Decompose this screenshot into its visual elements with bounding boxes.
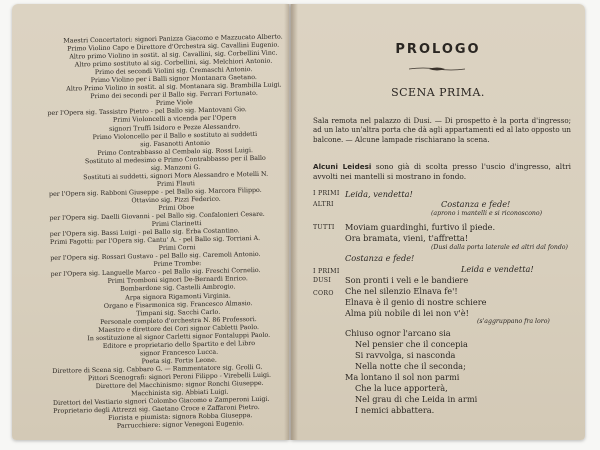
verse-line: Costanza e fede! xyxy=(441,199,511,209)
credit-line: per l'Opera sig. Languelle Marco - pel Ballo sig. Freschi Cornelio. xyxy=(50,267,261,279)
credit-line: Primo Contrabbasso al Cembalo sig. Rossi Luigi. xyxy=(97,146,254,157)
credit-line: Bombardone sig. Castelli Ambrogio. xyxy=(120,283,236,294)
credit-line: Primi Oboe xyxy=(158,204,195,212)
credit-line: Organo e Fisarmonica sig. Francesco Almasio. xyxy=(103,299,253,310)
verse-line: Leida, vendetta! xyxy=(345,189,413,199)
verse-line: Che la luce apporterà, xyxy=(355,383,448,393)
credit-line: Primo dei secondi Violini sig. Cremaschi Antonio. xyxy=(94,66,253,77)
credit-line: Editore e proprietario dello Spartito e del Libro xyxy=(102,339,256,350)
credit-line: Primi Violoncelli a vicenda per l'Opera xyxy=(112,114,237,125)
scene-description: Sala remota nel palazzo di Dusi. — Di prospetto è la porta d'ingresso; ad un lato un'altra porta che dà agli appartamenti ed al lato opposto un balcone. — Alcune lampade rischiarano la scena. xyxy=(313,116,572,144)
credit-line: signori Truffi Isidoro e Pezze Alessandro. xyxy=(109,122,241,133)
credit-line: per l'Opera sig. Bassi Luigi - pel Ballo sig. Erba Costantino. xyxy=(49,227,240,239)
verse-line: Costanza e fede! xyxy=(345,253,415,263)
credit-line: Primo Violino Capo e Direttore d'Orchestra sig. Cavallini Eugenio. xyxy=(67,41,280,53)
credit-line: Personale completo d'orchestra N. 86 Professori. xyxy=(100,315,257,326)
verse-line: Nel pensier che il concepia xyxy=(355,339,468,349)
credit-line: Timpani sig. Sacchi Carlo. xyxy=(136,308,221,317)
speaker-dusi: DUSI xyxy=(313,277,332,284)
verse-line: Nella notte che il seconda; xyxy=(355,361,466,371)
credit-line: Direttore di Scena sig. Cabbaro G. — Rammentatore sig. Grolli G. xyxy=(52,363,263,375)
orchestra-credits-list xyxy=(46,33,289,432)
verse-block xyxy=(291,190,585,420)
credit-line: Direttore del Macchinismo: signor Ronchi Giuseppe. xyxy=(95,379,264,391)
verse-line: Alma più nobile di lei non v'è! xyxy=(345,308,469,318)
credit-line: Altro primo Violino in sostit. al sig. Cavallini, sig. Corbellini Vinc. xyxy=(69,49,278,61)
speaker-altri: ALTRI xyxy=(313,201,334,208)
credit-line: Macchinista sig. Abbiati Luigi. xyxy=(131,388,229,398)
credit-line: Maestro e direttore dei Cori signor Cabletti Paolo. xyxy=(98,323,260,334)
credit-line: Sostituti ai suddetti, signori Mora Alessandro e Motelli N. xyxy=(83,170,269,182)
verse-line: Ora bramata, vieni, t'affretta! xyxy=(345,233,469,243)
verse-line: Chiuso ognor l'arcano sia xyxy=(345,328,451,338)
verse-line: Nel grau di che Leida in armi xyxy=(355,394,478,404)
open-libretto xyxy=(12,4,588,444)
ornament-divider-icon xyxy=(409,66,465,72)
credit-line: Maestri Concertatori: signori Panizza Giacomo e Mazzucato Alberto. xyxy=(63,33,283,45)
credit-line: per l'Opera sig. Tassistro Pietro - pel Ballo sig. Mantovani Gio. xyxy=(47,106,247,118)
credit-line: sig. Fasanotti Antonio xyxy=(140,139,210,148)
credit-line: Altro primo sostituto al sig. Corbellini, sig. Melchiori Antonio. xyxy=(74,57,273,69)
credit-line: Fiorista e piumista: signora Robba Giuseppa. xyxy=(108,412,253,423)
stage-direction-intro xyxy=(313,162,571,181)
speaker-tutti: TUTTI xyxy=(313,224,335,231)
credit-line: signor Francesco Lucca. xyxy=(139,348,219,358)
verse-line: Si ravvolga, si nasconda xyxy=(355,350,456,360)
credit-line: Proprietario degli Attrezzi sig. Gaetano Croce e Zaffaroni Pietro. xyxy=(53,404,260,416)
credit-line: Prime Viole xyxy=(155,99,193,108)
speaker-primi: I PRIMI xyxy=(313,190,340,197)
credit-line: per l'Opera sig. Daelli Giovanni - pel Ballo sig. Confalonieri Cesare. xyxy=(49,210,265,222)
credit-line: Poeta sig. Fortis Leone. xyxy=(141,356,217,366)
credit-line: Primo Violoncello per il Ballo e sostituto ai suddetti xyxy=(92,130,258,141)
verse-line: Che nel silenzio Elnava fe'! xyxy=(345,286,458,296)
credit-line: Primi Corni xyxy=(158,244,196,253)
credit-line: In sostituzione al signor Carletti signor Fontaluppi Paolo. xyxy=(87,331,271,342)
credit-line: Primi Tromboni signori De-Bernardi Enrico. xyxy=(107,275,248,286)
credit-line: Ottavino sig. Pizzi Federico. xyxy=(131,195,221,205)
speaker-coro: CORO xyxy=(313,290,334,297)
verse-line: Ma lontano il sol non parmi xyxy=(345,372,460,382)
credit-line: per l'Opera sig. Rabboni Giuseppe - pel Ballo sig. Marcora Filippo. xyxy=(48,186,262,198)
prologue-heading: PROLOGO xyxy=(395,42,481,57)
credit-line: Prime Trombe: xyxy=(153,260,202,269)
verse-line: Moviam guardinghi, furtivo il piede. xyxy=(345,222,496,232)
credit-line: Primo Violino per i Balli signor Montanara Gaetano. xyxy=(90,74,257,85)
verse-line: I nemici abbattera. xyxy=(355,405,435,415)
stage-direction: (Dusi dalla porta laterale ed altri dal fondo) xyxy=(431,244,568,251)
credit-line: Altro Primo Violino in sostit. al sig. Montanara sig. Brambilla Luigi. xyxy=(66,81,282,93)
stage-direction: (s'aggruppano fra loro) xyxy=(477,318,550,325)
credit-line: per l'Opera sig. Rossari Gustavo - pel Ballo sig. Caremoli Antonio. xyxy=(50,251,261,263)
credit-line: Sostituto al medesimo e Primo Contrabbasso per il Ballo xyxy=(84,154,266,165)
credit-line: Direttori del Vestiario signori Colombo Giacomo e Zamperoni Luigi. xyxy=(52,395,270,408)
left-page xyxy=(12,4,289,440)
verse-line: Elnava è il genio di nostre schiere xyxy=(345,297,487,307)
credit-line: Primi Fagotti: per l'Opera sig. Cantu' A. - pel Ballo sig. Torriani A. xyxy=(49,235,261,247)
credit-line: Primi Clarinetti xyxy=(151,220,202,229)
speaker-primi: I PRIMI xyxy=(313,268,340,275)
intro-rest: sono già di scolta presso l'uscio d'ingresso, altri avvolti nei mantelli si mostrano in fondo. xyxy=(313,162,571,181)
credit-line: Pittori Scenografi: signori Peroni Filippo - Virebelli Luigi. xyxy=(87,371,272,383)
credit-line: Arpa signora Rigamonti Virginia. xyxy=(125,292,231,302)
credit-line: Primo dei secondi per il Ballo sig. Ferrari Fortunato. xyxy=(90,90,258,101)
verse-line: Son pronti i veli e le bandiere xyxy=(345,275,469,285)
scene-title: SCENA PRIMA. xyxy=(391,86,485,99)
right-page xyxy=(291,4,585,440)
stage-direction: (aprono i mantelli e si riconoscono) xyxy=(431,210,543,217)
credit-line: Primi Flauti xyxy=(156,180,195,188)
intro-bold: Alcuni Leidesi xyxy=(313,162,372,171)
credit-line: Parrucchiere: signor Venegoni Eugenio. xyxy=(116,420,245,430)
verse-line: Leida e vendetta! xyxy=(461,264,534,274)
credit-line: sig. Manzoni G. xyxy=(150,163,201,172)
